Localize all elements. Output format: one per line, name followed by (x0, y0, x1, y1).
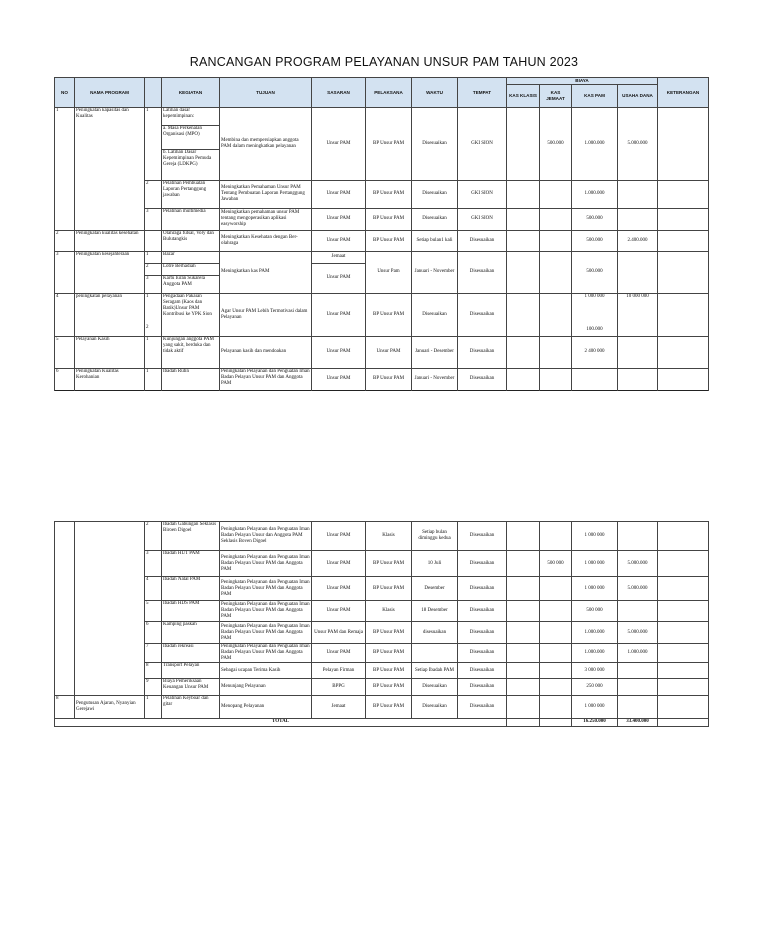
header-pelaksana: PELAKSANA (366, 78, 412, 108)
remarks (658, 180, 709, 208)
objective: Menopang Pelayanan (220, 696, 312, 719)
kas-klasis (507, 230, 540, 251)
usaha-dana (618, 251, 658, 293)
activity-name: a. Masa Perkenalan Organisasi (MPO) (162, 125, 220, 149)
program-no: 5 (55, 336, 75, 368)
executor: BP Unsur PAM (366, 622, 412, 644)
kas-pam: 2 400 000 (572, 336, 618, 368)
kas-klasis (507, 368, 540, 390)
activity-name: Ibadah Gabungan Seklasis Biroen Digoel (162, 522, 220, 551)
activity-name: Ibadah rekreasi (162, 644, 220, 663)
activity-no: 1 (145, 696, 162, 719)
activity-name: Pengadaan Pakaian Seragam (Kaos dan Batik)Unsur PAM Kontribusi ke YPK Sion (162, 293, 220, 336)
kas-jemaat (540, 522, 572, 551)
executor: Unsur PAM (366, 336, 412, 368)
remarks (658, 644, 709, 663)
activity-no: 8 (145, 663, 162, 679)
remarks (658, 577, 709, 601)
kas-klasis (507, 679, 540, 696)
remarks (658, 336, 709, 368)
header-program: NAMA PROGRAM (75, 78, 145, 108)
activity-no: 7 (145, 644, 162, 663)
kas-klasis (507, 180, 540, 208)
executor: BP Unsur PAM (366, 293, 412, 336)
remarks (658, 107, 709, 180)
target: Unsur PAM (312, 107, 366, 180)
total-label: TOTAL (55, 719, 507, 727)
header-sasaran: SASARAN (312, 78, 366, 108)
activity-name: Olahraga futsal, Voly dan Bulutangkis (162, 230, 220, 251)
remarks (658, 251, 709, 293)
activity-name: Ibadah HDS PAM (162, 601, 220, 622)
executor: Klasis (366, 601, 412, 622)
kas-klasis (507, 663, 540, 679)
place: Disesuaikan (458, 577, 507, 601)
header-kegiatan: KEGIATAN (162, 78, 220, 108)
usaha-dana (618, 663, 658, 679)
usaha-dana: 5.000.000 (618, 622, 658, 644)
kas-jemaat: 500 000 (540, 551, 572, 577)
executor: BP Unsur PAM (366, 679, 412, 696)
activity-no: 2 (145, 180, 162, 208)
kas-jemaat (540, 679, 572, 696)
objective: Membina dan mempersiapkan anggota PAM dalam meningkatkan pelayanan (220, 107, 312, 180)
activity-name: Ibadah Natal PAM (162, 577, 220, 601)
table-row (55, 336, 709, 368)
time: Januari - November (412, 251, 458, 293)
remarks (658, 293, 709, 336)
executor: BP Unsur PAM (366, 577, 412, 601)
activity-no: 6 (145, 622, 162, 644)
kas-pam: 1.000.000 (572, 180, 618, 208)
program-no: 4 (55, 293, 75, 336)
activity-name: Transport Pelayan (162, 663, 220, 679)
target: Unsur PAM (312, 293, 366, 336)
activity-name: b. Latihan Dasar Kepemimpinan Pemuda Gereja (LDKPG) (162, 149, 220, 180)
time: Januari - Desember (412, 336, 458, 368)
activity-no: 1 (145, 368, 162, 390)
kas-klasis (507, 551, 540, 577)
place: Disesuaikan (458, 622, 507, 644)
program-name: Peningkatan kesejahteraan (75, 251, 145, 293)
activity-name: Kunjungan anggota PAM yang sakit, berduka dan tidak aktif (162, 336, 220, 368)
activity-no: 5 (145, 601, 162, 622)
usaha-dana: 5.000.000 (618, 107, 658, 180)
table-row (55, 622, 709, 644)
target: Unsur PAM (312, 601, 366, 622)
activity-no-1: 1 (146, 293, 149, 299)
objective: Meningkatkan pemahaman unsur PAM tentang mengoperasikan aplikasi easyworship (220, 208, 312, 230)
kas-pam: 3 000 000 (572, 663, 618, 679)
table-row (55, 551, 709, 577)
activity-no: 9 (145, 679, 162, 696)
target: Unsur PAM (312, 336, 366, 368)
table-row (55, 251, 709, 263)
objective: Meningkatkan kas PAM (220, 251, 312, 293)
header-no: NO (55, 78, 75, 108)
objective: Peningkatan Pelayanan dan Penguatan Iman Badan Pelayan Unsur PAM dan Anggota PAM (220, 577, 312, 601)
kas-klasis (507, 644, 540, 663)
objective: Peningkatan Pelayanan dan Penguatan Iman Badan Pelayan Unsur PAM dan Anggota PAM (220, 601, 312, 622)
place: Disesuaikan (458, 293, 507, 336)
program-name: Pelayanan Kasih (75, 336, 145, 368)
objective: Peningkatan Pelayanan dan Penguatan Iman Badan Pelayan Unsur PAM dan Anggota PAM (220, 622, 312, 644)
time: 18 Desember (412, 601, 458, 622)
time: Disesuaikan (412, 107, 458, 180)
kas-pam: 1 000 000 (572, 551, 618, 577)
header-biaya: BIAYA (507, 78, 658, 85)
usaha-dana (618, 601, 658, 622)
remarks (658, 230, 709, 251)
kas-pam: 250 000 (572, 679, 618, 696)
target: Unsur PAM (312, 263, 366, 293)
target: Unsur PAM (312, 208, 366, 230)
header-tempat: TEMPAT (458, 78, 507, 108)
activity-no: 1 (145, 251, 162, 263)
table-row (55, 644, 709, 663)
usaha-dana (618, 336, 658, 368)
executor: BP Unsur PAM (366, 107, 412, 180)
usaha-dana (618, 208, 658, 230)
usaha-dana: 5.000.000 (618, 551, 658, 577)
executor: Unsur Pam (366, 251, 412, 293)
activity-no: 1 (145, 336, 162, 368)
header-kas-pam: KAS PAM (572, 84, 618, 107)
activity-name: Latihan dasar kepemimpinan: (162, 107, 220, 125)
kas-klasis (507, 208, 540, 230)
time: Disesuaikan (412, 208, 458, 230)
place: Disesuaikan (458, 696, 507, 719)
activity-no: 1 (145, 107, 162, 180)
kas-jemaat (540, 368, 572, 390)
activity-name: Pelatihan Keyboar dan gitar (162, 696, 220, 719)
executor: BP Unsur PAM (366, 230, 412, 251)
table-row (55, 679, 709, 696)
table-row (55, 577, 709, 601)
program-name: Peningkatan kualitas kesehatan (75, 230, 145, 251)
kas-klasis (507, 336, 540, 368)
kas-pam: 1.000.000 (572, 107, 618, 180)
time: Setiap bulan diminggu kedua (412, 522, 458, 551)
kas-klasis (507, 696, 540, 719)
remarks (658, 622, 709, 644)
usaha-dana: 5.000.000 (618, 577, 658, 601)
time: disesuaikan (412, 622, 458, 644)
kas-klasis (507, 251, 540, 293)
executor: BP Unsur PAM (366, 663, 412, 679)
target: Unsur PAM (312, 644, 366, 663)
kas-klasis (507, 601, 540, 622)
program-no: 2 (55, 230, 75, 251)
table-row (55, 180, 709, 208)
target: Unsur PAM (312, 230, 366, 251)
kas-jemaat (540, 719, 572, 727)
activity-name: Ibadah HUT PAM (162, 551, 220, 577)
objective: Peningkatan Pelayanan dan Penguatan Iman Badan Pelayan Unsur PAM dan Anggota PAM (220, 368, 312, 390)
time: 10 Juli (412, 551, 458, 577)
usaha-dana: 1.000.000 (618, 644, 658, 663)
kas-jemaat (540, 336, 572, 368)
program-name: Peningkatan Kualitas Kerohanian (75, 368, 145, 390)
usaha-dana (618, 368, 658, 390)
place: Disesuaikan (458, 522, 507, 551)
program-name: peningkatan pelayanan (75, 293, 145, 336)
remarks (658, 208, 709, 230)
page-title: RANCANGAN PROGRAM PELAYANAN UNSUR PAM TAHUN 2023 (189, 55, 579, 69)
usaha-dana (618, 180, 658, 208)
time: Disesuaikan (412, 180, 458, 208)
kas-jemaat (540, 577, 572, 601)
remarks (658, 551, 709, 577)
usaha-dana (618, 522, 658, 551)
kas-pam: 500.000 (572, 208, 618, 230)
remarks (658, 368, 709, 390)
objective: Meningkatkan Pemahaman Unsur PAM Tentang Pembuatan Laporan Pertanggung Jawaban (220, 180, 312, 208)
target: Pelayan Firman (312, 663, 366, 679)
target: Unsur PAM (312, 522, 366, 551)
kas-jemaat (540, 663, 572, 679)
usaha-dana (618, 696, 658, 719)
program-name (75, 522, 145, 696)
program-name: Pengutusan Ajaran, Nyanyian Gerejawi (75, 696, 145, 719)
activity-no: 3 (145, 551, 162, 577)
header-waktu: WAKTU (412, 78, 458, 108)
time: Disesuaikan (412, 696, 458, 719)
executor: BP Unsur PAM (366, 368, 412, 390)
table-row (55, 208, 709, 230)
activity-name: Kamping paskah (162, 622, 220, 644)
kas-klasis (507, 622, 540, 644)
objective: Peningkatan Pelayanan dan Penguatan Iman Badan Pelayan Unsur PAM dan Anggota PAM (220, 551, 312, 577)
place: Disesuaikan (458, 644, 507, 663)
usaha-dana: 10 000 000 (618, 293, 658, 336)
activity-no (145, 293, 162, 336)
table-row (55, 522, 709, 551)
table-row (55, 293, 709, 336)
kas-jemaat (540, 601, 572, 622)
kas-pam-1: 1 000 000 (584, 293, 605, 299)
target: Jemaat (312, 696, 366, 719)
kas-pam: 1 000 000 (572, 696, 618, 719)
program-no (55, 522, 75, 696)
kas-jemaat (540, 696, 572, 719)
activity-name: Lotre Berhadiah (162, 263, 220, 275)
header-usaha-dana: USAHA DANA (618, 84, 658, 107)
activity-no: 2 (145, 522, 162, 551)
activity-name: Ibadah Rutin (162, 368, 220, 390)
objective: Peningkatan Pelayanan dan Penguatan Iman Badan Pelayan Unsur dan Anggota PAM Seklasis Boven Digoel (220, 522, 312, 551)
kas-jemaat (540, 230, 572, 251)
table-row (55, 696, 709, 719)
activity-no: 4 (145, 577, 162, 601)
kas-pam-2: 100.000 (586, 326, 603, 332)
program-no: 8 (55, 696, 75, 719)
time: Disesuaikan (412, 293, 458, 336)
activity-no: 2 (145, 263, 162, 275)
remarks (658, 696, 709, 719)
time (412, 644, 458, 663)
place: GKI SION (458, 180, 507, 208)
kas-pam: 500.000 (572, 251, 618, 293)
kas-pam: 500 000 (572, 601, 618, 622)
time: Setiap Ibadah PAM (412, 663, 458, 679)
program-no: 6 (55, 368, 75, 390)
program-name: Peningkatan kapasitas dan Kualitas (75, 107, 145, 230)
executor: BP Unsur PAM (366, 551, 412, 577)
target: Jemaat (312, 251, 366, 263)
time: Setiap bulan1 kali (412, 230, 458, 251)
activity-name: Bazar (162, 251, 220, 263)
place: Disesuaikan (458, 230, 507, 251)
kas-jemaat: 500.000 (540, 107, 572, 180)
activity-no: 3 (145, 275, 162, 293)
table-row (55, 663, 709, 679)
objective: Sebagai ucapan Terima Kasih (220, 663, 312, 679)
kas-klasis (507, 719, 540, 727)
kas-pam: 1 000 000 (572, 522, 618, 551)
executor: BP Unsur PAM (366, 644, 412, 663)
remarks (658, 601, 709, 622)
objective: Peningkatan Pelayanan dan Penguatan Iman Badan Pelayan Unsur PAM dan Anggota PAM (221, 644, 310, 661)
place: Disesuaikan (458, 551, 507, 577)
kas-jemaat (540, 180, 572, 208)
activity-name: Biaya Pemeriksaan Keuangan Unsur PAM (162, 679, 220, 696)
objective: Menunjang Pelayanan (220, 679, 312, 696)
kas-klasis (507, 293, 540, 336)
remarks (658, 719, 709, 727)
header-keterangan: KETERANGAN (658, 78, 709, 108)
kas-klasis (507, 522, 540, 551)
kas-jemaat (540, 644, 572, 663)
kas-pam (572, 368, 618, 390)
time: Desember (412, 577, 458, 601)
table-row (55, 601, 709, 622)
program-no: 3 (55, 251, 75, 293)
executor: BP Unsur PAM (366, 696, 412, 719)
header-kas-klasis: KAS KLASIS (507, 84, 540, 107)
target: Unsur PAM (312, 577, 366, 601)
target: BPPG (312, 679, 366, 696)
program-table-page-2 (54, 521, 709, 727)
objective: Meningkatkan Kesehatan dengan Ber-olahraga (220, 230, 312, 251)
kas-jemaat (540, 251, 572, 293)
program-table-page-1 (54, 77, 709, 391)
time: Januari - November (412, 368, 458, 390)
objective: Agar Unsur PAM Lebih Termotivasi dalam Pelayanan (220, 293, 312, 336)
kas-jemaat (540, 293, 572, 336)
header-spacer (145, 78, 162, 108)
executor: BP Unsur PAM (366, 180, 412, 208)
header-kas-jemaat: KAS JEMAAT (540, 84, 572, 107)
activity-no: 3 (145, 208, 162, 230)
total-kas-pam: 16.250.000 (572, 719, 618, 727)
kas-klasis (507, 577, 540, 601)
remarks (658, 663, 709, 679)
kas-klasis (507, 107, 540, 180)
target: Unsur PAM (312, 368, 366, 390)
table-row (55, 230, 709, 251)
place: Disesuaikan (458, 251, 507, 293)
kas-pam (572, 293, 618, 336)
time: Disesuaikan (412, 679, 458, 696)
activity-name: Pelatihan multimedia (162, 208, 220, 230)
activity-name: Kartu Iuran Sukarela Anggota PAM (162, 275, 220, 293)
kas-pam: 500.000 (572, 230, 618, 251)
table-row (55, 107, 709, 125)
place: Disesuaikan (458, 336, 507, 368)
place: GKI SION (458, 107, 507, 180)
objective: Pelayanan kasih dan mendoakan (220, 336, 312, 368)
total-usaha-dana: 33.400.000 (618, 719, 658, 727)
executor: Klasis (366, 522, 412, 551)
program-no: 1 (55, 107, 75, 230)
header-tujuan: TUJUAN (220, 78, 312, 108)
kas-pam: 1.000.000 (572, 644, 618, 663)
kas-pam: 1.000.000 (572, 622, 618, 644)
place: Disesuaikan (458, 663, 507, 679)
target: Unsur PAM (312, 180, 366, 208)
remarks (658, 679, 709, 696)
activity-no-2: 2 (146, 324, 149, 330)
place: Disesuaikan (458, 368, 507, 390)
activity-no (145, 230, 162, 251)
place: GKI SION (458, 208, 507, 230)
activity-name: Pelatihan Pembuatan Laporan Pertanggung jawaban (162, 180, 220, 208)
usaha-dana: 2.400.000 (618, 230, 658, 251)
target: Unsur PAM (312, 551, 366, 577)
place: Disesuaikan (458, 601, 507, 622)
kas-pam: 1 000 000 (572, 577, 618, 601)
usaha-dana (618, 679, 658, 696)
kas-jemaat (540, 622, 572, 644)
executor: BP Unsur PAM (366, 208, 412, 230)
kas-jemaat (540, 208, 572, 230)
target: Unsur PAM dan Remaja (312, 622, 366, 644)
total-row (55, 719, 709, 727)
place: Disesuaikan (458, 679, 507, 696)
table-row (55, 368, 709, 390)
remarks (658, 522, 709, 551)
